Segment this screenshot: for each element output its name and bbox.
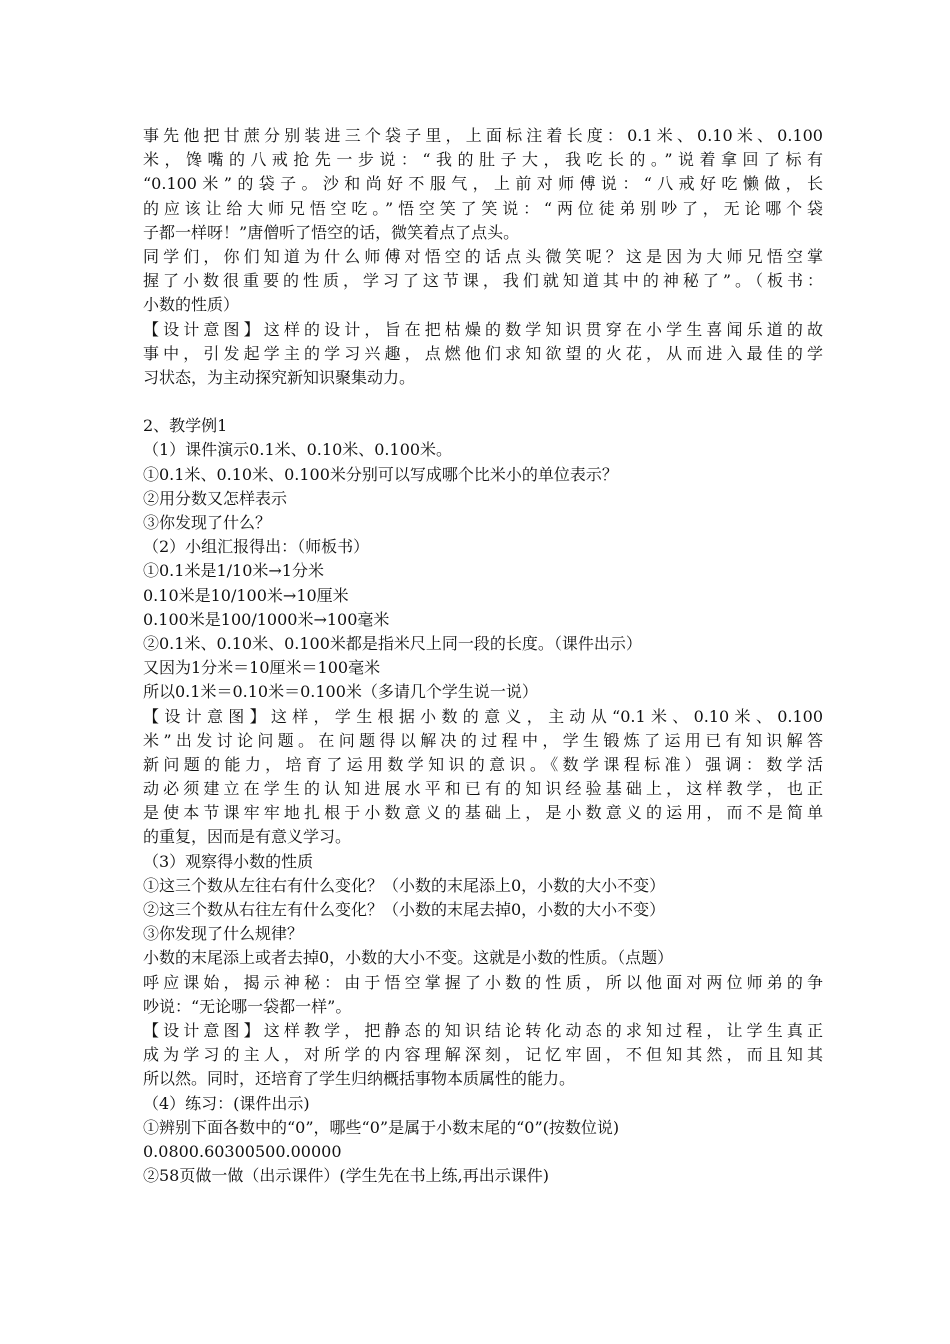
text-line: 的重复，因而是有意义学习。 xyxy=(143,827,352,847)
section-heading: 2、教学例1 xyxy=(143,416,228,436)
text-line: 米”出发讨论问题。在问题得以解决的过程中，学生锻炼了运用已有知识解答 xyxy=(143,730,823,750)
text-line: 小数的末尾添上或者去掉0，小数的大小不变。这就是小数的性质。（点题） xyxy=(143,948,674,968)
text-line: （3）观察得小数的性质 xyxy=(143,851,314,871)
text-line: ③你发现了什么？ xyxy=(143,513,272,532)
text-line: 所以然。同时，还培育了学生归纳概括事物本质属性的能力。 xyxy=(143,1069,576,1089)
text-line: 事中，引发起学主的学习兴趣，点燃他们求知欲望的火花，从而进入最佳的学 xyxy=(143,343,823,363)
text-line: 又因为1分米＝10厘米＝100毫米 xyxy=(143,658,381,678)
text-line: ②0.1米、0.10米、0.100米都是指米尺上同一段的长度。（课件出示） xyxy=(143,633,642,653)
text-line: （1）课件演示0.1米、0.10米、0.100米。 xyxy=(143,440,453,460)
text-line: 动必须建立在学生的认知进展水平和已有的知识经验基础上，这样教学，也正 xyxy=(143,779,823,799)
text-line: 米，馋嘴的八戒抢先一步说：“我的肚子大，我吃长的。”说着拿回了标有 xyxy=(143,150,823,170)
text-line: ①0.1米、0.10米、0.100米分别可以写成哪个比米小的单位表示？ xyxy=(143,464,618,484)
text-line: 0.100米是100/1000米→100毫米 xyxy=(143,609,390,629)
text-line: 子都一样呀！”唐僧听了悟空的话，微笑着点了点头。 xyxy=(143,222,520,242)
example-section xyxy=(143,414,823,1188)
design-intent-line: 【设计意图】这样的设计，旨在把枯燥的数学知识贯穿在小学生喜闻乐道的故 xyxy=(143,319,823,339)
text-line: 0.10米是10/100米→10厘米 xyxy=(143,585,349,605)
text-line: ③你发现了什么规律？ xyxy=(143,924,304,944)
text-line: ②这三个数从右往左有什么变化？（小数的末尾去掉0，小数的大小不变） xyxy=(143,900,666,919)
story-section xyxy=(143,124,823,390)
text-line: 吵说：“无论哪一袋都一样”。 xyxy=(143,996,352,1016)
text-line: （2）小组汇报得出：（师板书） xyxy=(143,537,370,557)
text-line: ①0.1米是1/10米→1分米 xyxy=(143,561,324,581)
text-line: 事先他把甘蔗分别装进三个袋子里，上面标注着长度：0.1米、0.10米、0.100 xyxy=(143,126,823,145)
text-line: 成为学习的主人，对所学的内容理解深刻，记忆牢固，不但知其然，而且知其 xyxy=(143,1045,823,1065)
design-intent-line: 【设计意图】这样教学，把静态的知识结论转化动态的求知过程，让学生真正 xyxy=(143,1020,823,1040)
text-line: 握了小数很重要的性质，学习了这节课，我们就知道其中的神秘了”。（板书： xyxy=(143,271,823,291)
text-line: 同学们，你们知道为什么师傅对悟空的话点头微笑呢？这是因为大师兄悟空掌 xyxy=(143,246,823,266)
text-line: ②用分数又怎样表示 xyxy=(143,488,288,508)
design-intent-line: 【设计意图】这样，学生根据小数的意义，主动从“0.1米、0.10米、0.100 xyxy=(143,706,823,726)
text-line: （4）练习：(课件出示) xyxy=(143,1093,310,1113)
text-line: 习状态，为主动探究新知识聚集动力。 xyxy=(143,367,416,387)
text-line: 呼应课始，揭示神秘：由于悟空掌握了小数的性质，所以他面对两位师弟的争 xyxy=(143,972,823,992)
text-line: 小数的性质） xyxy=(143,295,240,315)
text-line: 新问题的能力，培育了运用数学知识的意识。《数学课程标准）强调：数学活 xyxy=(143,754,823,774)
text-line: 0.0800.60300500.00000 xyxy=(143,1141,342,1161)
text-line: 是使本节课牢牢地扎根于小数意义的基础上，是小数意义的运用，而不是简单 xyxy=(143,803,823,823)
text-line: ①这三个数从左往右有什么变化？（小数的末尾添上0，小数的大小不变） xyxy=(143,875,666,895)
paragraph-gap xyxy=(143,390,823,414)
text-line: 所以0.1米＝0.10米＝0.100米（多请几个学生说一说） xyxy=(143,682,538,702)
text-line: “0.100米”的袋子。沙和尚好不服气，上前对师傅说：“八戒好吃懒做，长 xyxy=(143,174,823,194)
text-line: ①辨别下面各数中的“0”，哪些“0”是属于小数末尾的“0”(按数位说) xyxy=(143,1117,620,1137)
text-line: 的应该让给大师兄悟空吃。”悟空笑了笑说：“两位徒弟别吵了，无论哪个袋 xyxy=(143,198,823,218)
document-body xyxy=(143,124,823,1188)
text-line: ②58页做一做（出示课件）(学生先在书上练,再出示课件) xyxy=(143,1166,549,1186)
